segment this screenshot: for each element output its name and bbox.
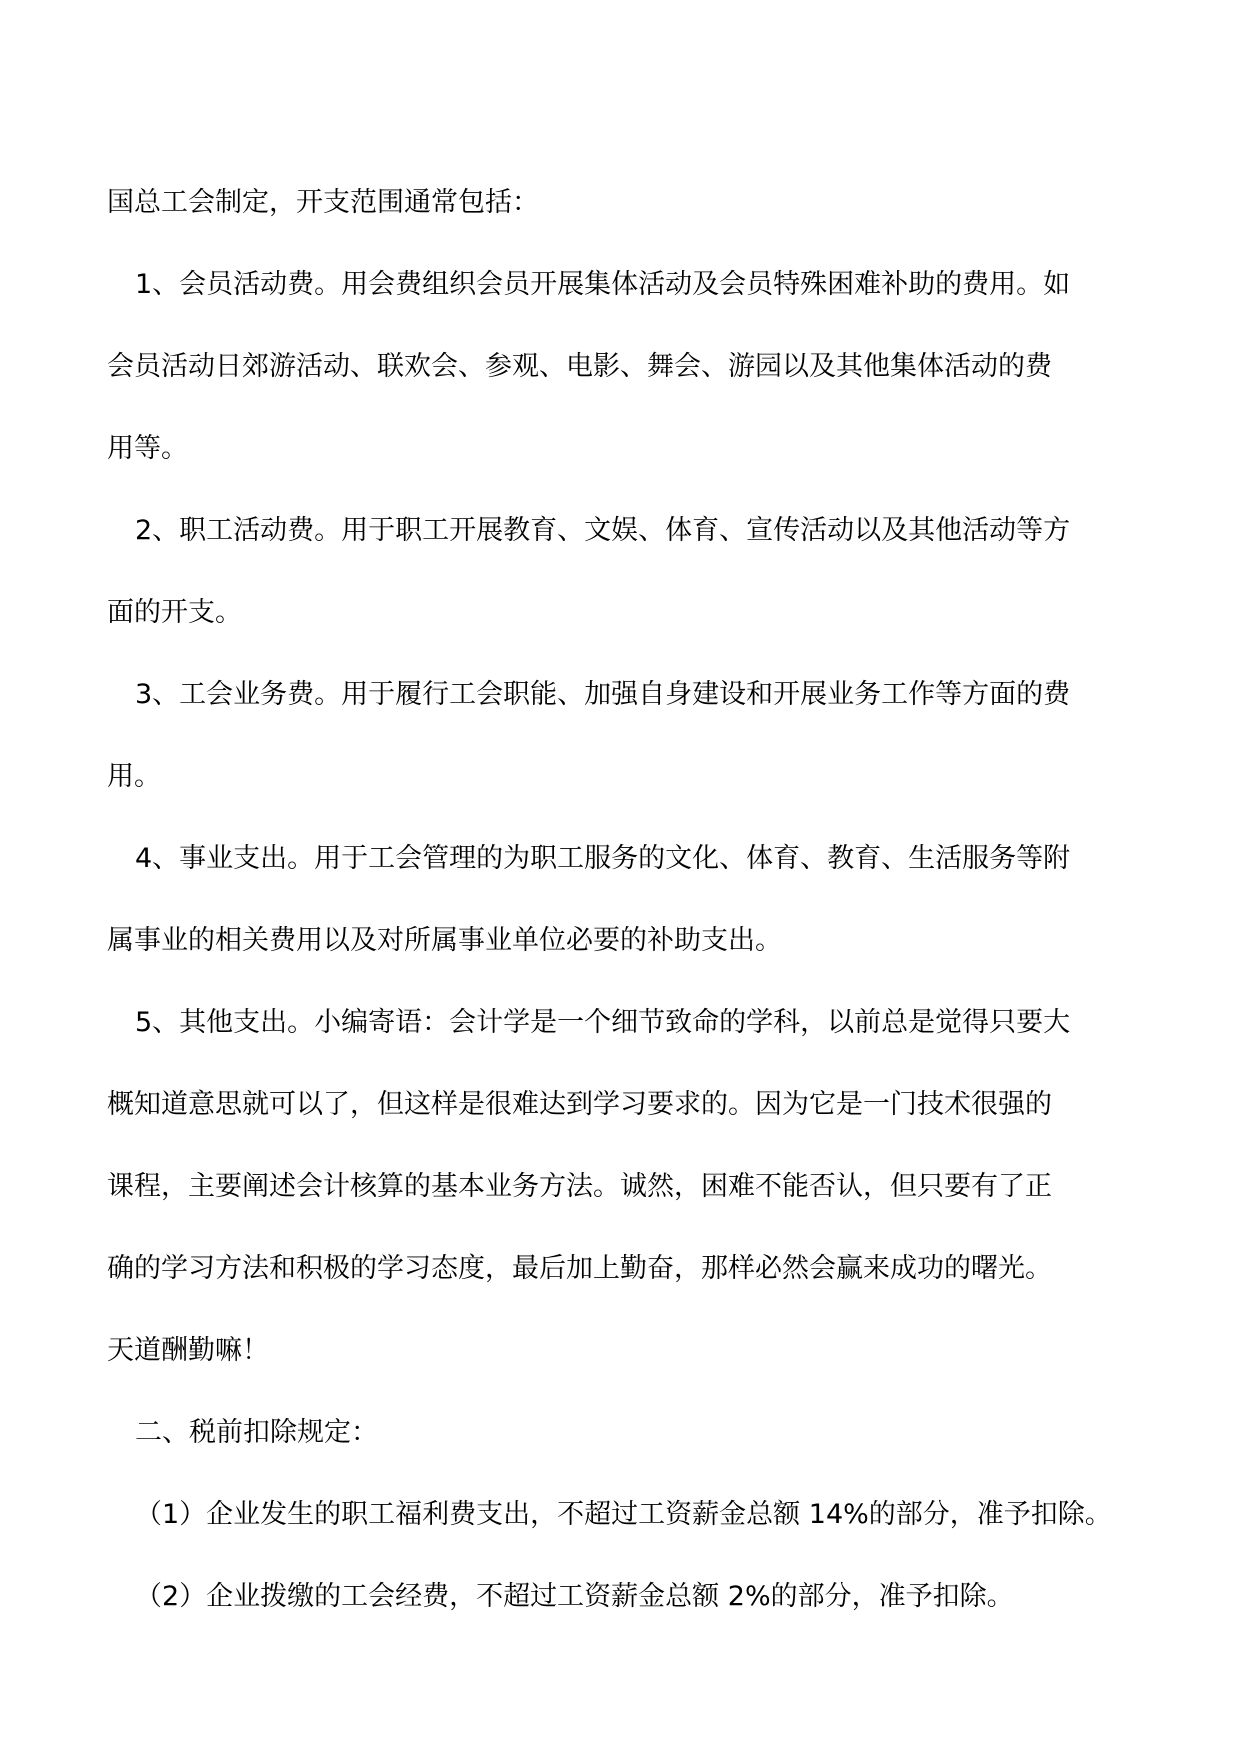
section-heading: 二、税前扣除规定： bbox=[135, 1417, 378, 1448]
text-line: 概知道意思就可以了，但这样是很难达到学习要求的。因为它是一门技术很强的 bbox=[107, 1089, 1052, 1120]
text-line: 属事业的相关费用以及对所属事业单位必要的补助支出。 bbox=[107, 925, 782, 956]
list-item-line: 1、会员活动费。用会费组织会员开展集体活动及会员特殊困难补助的费用。如 bbox=[135, 269, 1071, 300]
text-line: 用。 bbox=[107, 761, 161, 792]
list-item-line: 5、其他支出。小编寄语：会计学是一个细节致命的学科，以前总是觉得只要大 bbox=[135, 1007, 1071, 1038]
text-line: 面的开支。 bbox=[107, 597, 242, 628]
list-item-line: 3、工会业务费。用于履行工会职能、加强自身建设和开展业务工作等方面的费 bbox=[135, 679, 1071, 710]
text-line: 用等。 bbox=[107, 433, 188, 464]
document-body bbox=[107, 162, 1142, 1638]
list-item-line: 2、职工活动费。用于职工开展教育、文娱、体育、宣传活动以及其他活动等方 bbox=[135, 515, 1071, 546]
text-line: 课程，主要阐述会计核算的基本业务方法。诚然，困难不能否认，但只要有了正 bbox=[107, 1171, 1052, 1202]
text-line: 国总工会制定，开支范围通常包括： bbox=[107, 187, 539, 218]
text-line: 确的学习方法和积极的学习态度，最后加上勤奋，那样必然会赢来成功的曙光。 bbox=[107, 1253, 1052, 1284]
text-line: 会员活动日郊游活动、联欢会、参观、电影、舞会、游园以及其他集体活动的费 bbox=[107, 351, 1052, 382]
list-item-line: （1）企业发生的职工福利费支出，不超过工资薪金总额 14%的部分，准予扣除。 bbox=[135, 1499, 1112, 1530]
list-item-line: （2）企业拨缴的工会经费，不超过工资薪金总额 2%的部分，准予扣除。 bbox=[135, 1581, 1014, 1612]
text-line: 天道酬勤嘛！ bbox=[107, 1335, 269, 1366]
list-item-line: 4、事业支出。用于工会管理的为职工服务的文化、体育、教育、生活服务等附 bbox=[135, 843, 1071, 874]
